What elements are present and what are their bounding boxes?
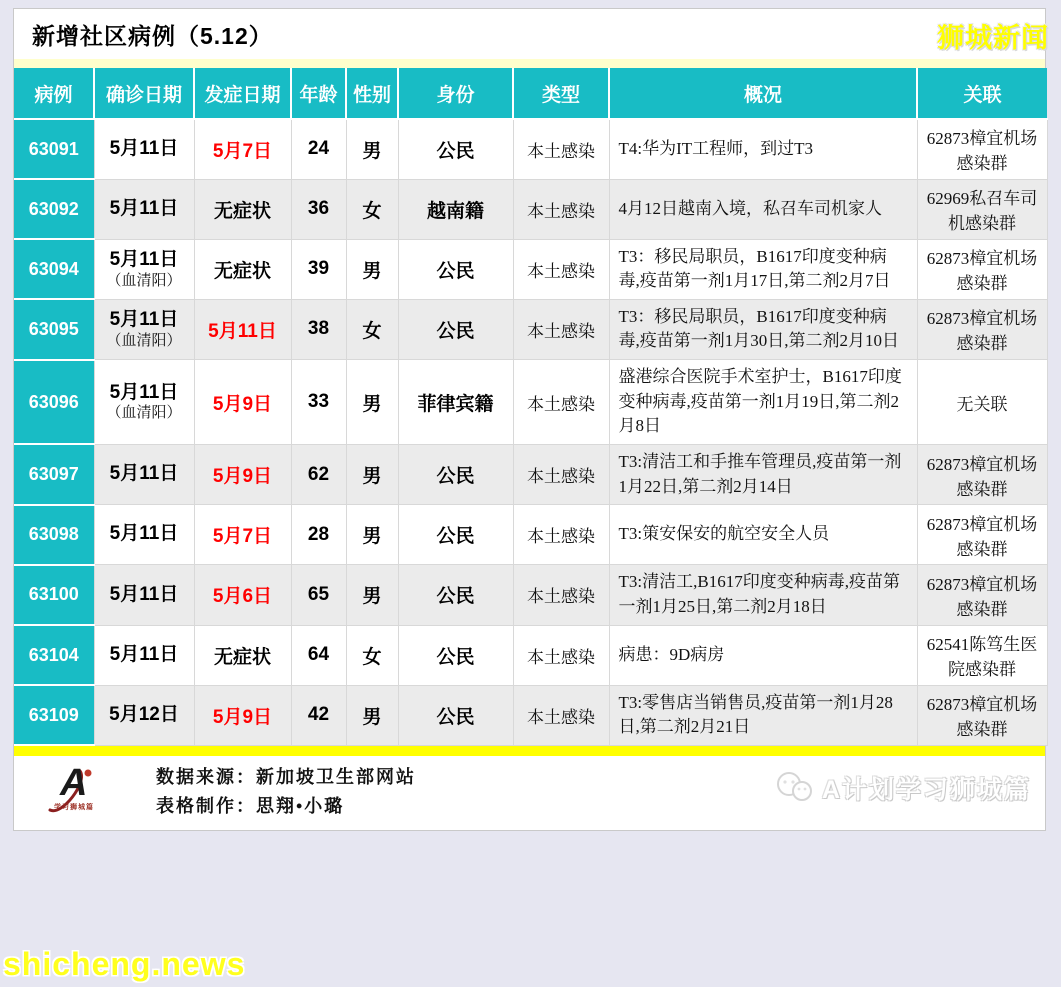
header-identity: 身份	[398, 68, 513, 119]
confirm-date: 5月11日	[109, 248, 179, 270]
table-row	[14, 360, 1047, 445]
identity-cell: 公民	[398, 685, 513, 745]
confirm-date: 5月11日	[109, 583, 179, 605]
wechat-icon	[774, 771, 816, 805]
gender-cell: 男	[346, 119, 398, 179]
type-cell: 本土感染	[513, 299, 609, 359]
link-cell: 62873樟宜机场感染群	[917, 444, 1047, 504]
confirm-serology-note: （血清阳）	[106, 272, 182, 289]
confirm-date: 5月11日	[109, 381, 179, 403]
header-confirm-date: 确诊日期	[94, 68, 194, 119]
type-cell: 本土感染	[513, 625, 609, 685]
link-cell: 62969私召车司机感染群	[917, 179, 1047, 239]
onset-date-cell: 5月11日	[194, 299, 291, 359]
type-cell: 本土感染	[513, 565, 609, 625]
footer	[14, 756, 1045, 830]
confirm-date-cell	[94, 119, 194, 179]
link-cell: 62873樟宜机场感染群	[917, 505, 1047, 565]
summary-cell: T4:华为IT工程师，到过T3	[609, 119, 917, 179]
summary-cell: T3:零售店当销售员,疫苗第一剂1月28日,第二剂2月21日	[609, 685, 917, 745]
type-cell: 本土感染	[513, 179, 609, 239]
onset-date-cell: 5月9日	[194, 444, 291, 504]
bright-yellow-divider	[14, 746, 1045, 756]
age-cell: 65	[291, 565, 346, 625]
logo-subtext: 学习狮城篇	[54, 804, 94, 812]
brand-block	[774, 770, 1031, 806]
data-source-line: 数据来源：新加坡卫生部网站	[156, 766, 416, 787]
confirm-date: 5月11日	[109, 523, 179, 545]
table-row	[14, 444, 1047, 504]
header-gender: 性别	[346, 68, 398, 119]
confirm-date-cell	[94, 239, 194, 299]
confirm-date-cell	[94, 505, 194, 565]
onset-date-cell: 无症状	[194, 239, 291, 299]
confirm-date-cell	[94, 444, 194, 504]
case-number-cell: 63091	[14, 119, 94, 179]
table-row	[14, 685, 1047, 745]
confirm-date-cell	[94, 299, 194, 359]
confirm-date: 5月11日	[109, 197, 179, 219]
watermark-bottom-left: shicheng.news	[3, 946, 246, 982]
table-row	[14, 625, 1047, 685]
gender-cell: 女	[346, 179, 398, 239]
title-bar	[14, 9, 1045, 59]
summary-cell: 病患：9D病房	[609, 625, 917, 685]
identity-cell: 公民	[398, 239, 513, 299]
age-cell: 38	[291, 299, 346, 359]
table-row	[14, 565, 1047, 625]
confirm-date: 5月11日	[109, 463, 179, 485]
age-cell: 36	[291, 179, 346, 239]
identity-cell: 公民	[398, 565, 513, 625]
case-number-cell: 63100	[14, 565, 94, 625]
gender-cell: 男	[346, 565, 398, 625]
link-cell: 62873樟宜机场感染群	[917, 299, 1047, 359]
confirm-date-cell	[94, 565, 194, 625]
onset-date-cell: 无症状	[194, 179, 291, 239]
confirm-date-cell	[94, 179, 194, 239]
table-row	[14, 179, 1047, 239]
case-number-cell: 63098	[14, 505, 94, 565]
onset-date-cell: 无症状	[194, 625, 291, 685]
table-row	[14, 299, 1047, 359]
content-card	[13, 8, 1046, 831]
summary-cell: T3：移民局职员，B1617印度变种病毒,疫苗第一剂1月30日,第二剂2月10日	[609, 299, 917, 359]
gender-cell: 男	[346, 360, 398, 445]
type-cell: 本土感染	[513, 119, 609, 179]
gender-cell: 女	[346, 625, 398, 685]
credits	[156, 763, 416, 822]
onset-date-cell: 5月6日	[194, 565, 291, 625]
summary-cell: T3:清洁工,B1617印度变种病毒,疫苗第一剂1月25日,第二剂2月18日	[609, 565, 917, 625]
summary-cell: T3:策安保安的航空安全人员	[609, 505, 917, 565]
shicheng-logo	[44, 762, 122, 818]
confirm-serology-note: （血清阳）	[106, 332, 182, 349]
link-cell: 62873樟宜机场感染群	[917, 685, 1047, 745]
link-cell: 62541陈笃生医院感染群	[917, 625, 1047, 685]
identity-cell: 公民	[398, 625, 513, 685]
confirm-serology-note: （血清阳）	[106, 405, 182, 422]
gender-cell: 男	[346, 444, 398, 504]
identity-cell: 越南籍	[398, 179, 513, 239]
header-type: 类型	[513, 68, 609, 119]
table-row	[14, 239, 1047, 299]
header-age: 年龄	[291, 68, 346, 119]
brand-name: A计划学习狮城篇	[821, 776, 1031, 805]
summary-cell: 盛港综合医院手术室护士，B1617印度变种病毒,疫苗第一剂1月19日,第二剂2月8日	[609, 360, 917, 445]
confirm-date: 5月11日	[109, 309, 179, 331]
age-cell: 24	[291, 119, 346, 179]
onset-date-cell: 5月9日	[194, 360, 291, 445]
table-maker-line: 表格制作：思翔•小璐	[156, 796, 345, 817]
confirm-date-cell	[94, 625, 194, 685]
confirm-date-cell	[94, 685, 194, 745]
confirm-date: 5月11日	[109, 643, 179, 665]
age-cell: 62	[291, 444, 346, 504]
type-cell: 本土感染	[513, 505, 609, 565]
type-cell: 本土感染	[513, 444, 609, 504]
identity-cell: 菲律宾籍	[398, 360, 513, 445]
header-summary: 概况	[609, 68, 917, 119]
gender-cell: 男	[346, 685, 398, 745]
identity-cell: 公民	[398, 444, 513, 504]
page-title: 新增社区病例（5.12）	[32, 22, 273, 49]
link-cell: 62873樟宜机场感染群	[917, 119, 1047, 179]
onset-date-cell: 5月7日	[194, 505, 291, 565]
case-number-cell: 63094	[14, 239, 94, 299]
gender-cell: 女	[346, 299, 398, 359]
table-row	[14, 119, 1047, 179]
type-cell: 本土感染	[513, 239, 609, 299]
link-cell: 无关联	[917, 360, 1047, 445]
case-number-cell: 63097	[14, 444, 94, 504]
watermark-top-right: 狮城新闻	[937, 23, 1049, 53]
cases-table	[14, 68, 1048, 746]
age-cell: 42	[291, 685, 346, 745]
logo-letter: A	[60, 762, 88, 805]
table-header-row	[14, 68, 1047, 119]
table-row	[14, 505, 1047, 565]
case-number-cell: 63109	[14, 685, 94, 745]
summary-cell: T3:清洁工和手推车管理员,疫苗第一剂1月22日,第二剂2月14日	[609, 444, 917, 504]
case-number-cell: 63096	[14, 360, 94, 445]
age-cell: 64	[291, 625, 346, 685]
header-case: 病例	[14, 68, 94, 119]
age-cell: 33	[291, 360, 346, 445]
age-cell: 39	[291, 239, 346, 299]
case-number-cell: 63092	[14, 179, 94, 239]
type-cell: 本土感染	[513, 360, 609, 445]
summary-cell: T3：移民局职员，B1617印度变种病毒,疫苗第一剂1月17日,第二剂2月7日	[609, 239, 917, 299]
identity-cell: 公民	[398, 505, 513, 565]
link-cell: 62873樟宜机场感染群	[917, 565, 1047, 625]
case-number-cell: 63104	[14, 625, 94, 685]
age-cell: 28	[291, 505, 346, 565]
case-table-body	[14, 119, 1047, 745]
header-link: 关联	[917, 68, 1047, 119]
gender-cell: 男	[346, 239, 398, 299]
identity-cell: 公民	[398, 299, 513, 359]
confirm-date: 5月11日	[109, 137, 179, 159]
type-cell: 本土感染	[513, 685, 609, 745]
onset-date-cell: 5月9日	[194, 685, 291, 745]
onset-date-cell: 5月7日	[194, 119, 291, 179]
identity-cell: 公民	[398, 119, 513, 179]
confirm-date-cell	[94, 360, 194, 445]
header-onset-date: 发症日期	[194, 68, 291, 119]
case-number-cell: 63095	[14, 299, 94, 359]
pale-yellow-divider	[14, 59, 1045, 68]
link-cell: 62873樟宜机场感染群	[917, 239, 1047, 299]
summary-cell: 4月12日越南入境，私召车司机家人	[609, 179, 917, 239]
confirm-date: 5月12日	[109, 703, 179, 725]
gender-cell: 男	[346, 505, 398, 565]
